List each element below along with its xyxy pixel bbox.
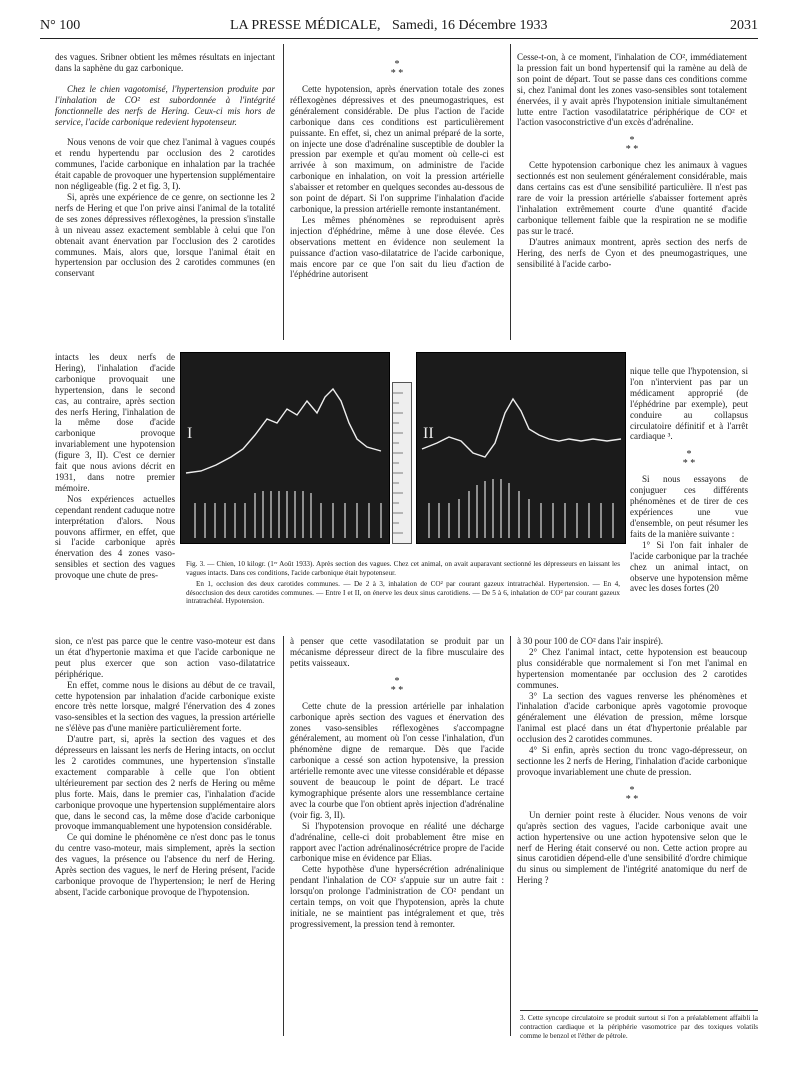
section-separator: * * * bbox=[390, 675, 404, 696]
paragraph: intacts les deux nerfs de Hering), l'inhalation d'acide carbonique provoquait une hypertension, dans le second cas, au contraire, après section des nerfs Hering, l'inhalation de la même dose d'acide carbonique provoque invariablement une hypotension (figure 3, II). C'est ce dernier fait que nous avions décrit en 1931, dans notre premier mémoire. bbox=[55, 352, 175, 493]
paragraph: Cette hypothèse d'une hypersécrétion adrénalinique pendant l'inhalation de CO² s'appuie sur un autre fait : lorsqu'on prolonge l'administration de CO² pendant un certain temps, on voit que l'hypotension, après la chute initiale, ne se maintient pas intégralement et que, très progressivement, la pression tend à remonter. bbox=[290, 864, 504, 929]
ruler-ticks bbox=[393, 383, 411, 543]
paragraph: Cette hypotension carbonique chez les animaux à vagues sectionnés est non seulement généralement considérable, mais dans certains cas est d'une sensibilité particulière. Il n'est pas rare de voir la pression artérielle s'abaisser fortement après l'inhalation extrêmement courte d'une quantité d'acide carbonique tellement faible que la respiration ne se modifie pas sur le tracé. bbox=[517, 160, 747, 236]
caption-main: Fig. 3. — Chien, 10 kilogr. (1ᵉʳ Août 1933). Après section des vagues. Chez cet animal, on avait auparavant sectionné les dépresseurs en laissant les vagues intacts. Dans ces conditions, l'acide carbonique était hypotenseur. bbox=[186, 560, 620, 577]
column-divider bbox=[283, 636, 284, 1036]
figure-3 bbox=[180, 352, 625, 557]
issue-date: Samedi, 16 Décembre 1933 bbox=[392, 18, 548, 33]
header-rule bbox=[40, 38, 758, 39]
paragraph: Les mêmes phénomènes se reproduisent après injection d'éphédrine, même à une dose élevée. Ces observations mettent en évidence non seulement la puissance d'action vaso-dilatatrice de l'acide carbonique, mais encore par ce que l'on sait du lieu d'action de l'éphédrine autorisent bbox=[290, 214, 504, 280]
kymograph-panel-1 bbox=[180, 352, 390, 544]
paragraph: D'autre part, si, après la section des vagues et des dépresseurs en laissant les nerfs de Hering intacts, on occlut les 2 carotides communes, une hypertension s'installe exactement comparable à celle que l'on obtient ultérieurement par section des 2 nerfs de Hering ou même plus forte. Mais, dans le premier cas, l'inhalation d'acide carbonique provoque une hypertension supplémentaire alors que, dans le second cas, la même dose d'acide carbonique provoque immanquablement une hypotension considérable. bbox=[55, 734, 275, 832]
column-divider bbox=[510, 636, 511, 1036]
journal-title: LA PRESSE MÉDICALE, bbox=[230, 18, 381, 33]
section-separator: * * * bbox=[390, 59, 404, 79]
footnote-rule bbox=[520, 1010, 758, 1011]
paragraph: Cette hypotension, après énervation totale des zones réflexogènes dépressives et des pneumogastriques, est généralement considérable. De plus l'action de l'acide carbonique dans ces conditions est particulièrement puissante. En effet, si, chez un animal préparé de la sorte, on injecte une dose d'adrénaline susceptible de doubler la pression par exemple et qu'au moment où celle-ci est arrivée à son maximum, on administre de l'acide carbonique en inhalation, on voit la pression artérielle s'abaisser et retomber en quelques secondes au-dessous de son point de départ. Si l'on supprime l'inhalation d'acide carbonique, la pression artérielle remonte instantanément. bbox=[290, 84, 504, 214]
column-3-bottom bbox=[517, 636, 747, 886]
paragraph: à penser que cette vasodilatation se produit par un mécanisme dépresseur direct de la fibre musculaire des petits vaisseaux. bbox=[290, 636, 504, 668]
pressure-trace-2 bbox=[417, 353, 625, 543]
kymograph-panel-2 bbox=[416, 352, 626, 544]
section-separator: * * * bbox=[625, 135, 639, 156]
page-header bbox=[40, 14, 758, 38]
figure-caption bbox=[186, 560, 620, 606]
issue-number: N° 100 bbox=[40, 18, 81, 33]
paragraph: Si, après une expérience de ce genre, on sectionne les 2 nerfs de Hering et que l'on prive ainsi l'animal de la totalité de ses zones dépressives réflexogènes, la pression s'installe à un niveau assez exactement semblable à celui que l'on obtenait avant énervation par l'occlusion des 2 carotides communes. Mais, alors que, lorsque l'animal était en hypertension par occlusion des 2 carotides communes (en conservant bbox=[55, 191, 275, 279]
section-separator: * * * bbox=[625, 784, 639, 805]
section-heading: Chez le chien vagotomisé, l'hypertension produite par l'inhalation de CO² est subordonnée à l'intégrité fonctionnelle des nerfs de Hering. Ceux-ci mis hors de service, l'acide carbonique redevient hypotenseur. bbox=[55, 83, 275, 127]
column-1-top bbox=[55, 52, 275, 279]
paragraph: Nos expériences actuelles cependant rendent caduque notre interprétation d'alors. Nous pouvons affirmer, en effet, que si l'acide carbonique après énervation des 4 zones vaso-sensibles et section des vagues provoque une chute de pres- bbox=[55, 493, 175, 581]
column-3-narrow bbox=[630, 366, 748, 594]
pressure-trace-1 bbox=[181, 353, 389, 543]
paragraph: Si l'hypotension provoque en réalité une décharge d'adrénaline, celle-ci doit probablement être mise en rapport avec l'action adrénalinosécrétrice propre de l'acide carbonique mise en évidence par Elias. bbox=[290, 820, 504, 864]
paragraph: à 30 pour 100 de CO² dans l'air inspiré). bbox=[517, 636, 664, 646]
column-1-narrow bbox=[55, 352, 175, 581]
scale-ruler bbox=[392, 382, 412, 544]
paragraph: des vagues. Sribner obtient les mêmes résultats en injectant dans la saphène du gaz carbonique. bbox=[55, 52, 275, 73]
column-2-top bbox=[290, 52, 504, 280]
panel-label: II bbox=[423, 425, 434, 442]
column-divider bbox=[283, 44, 284, 340]
section-separator: * * * bbox=[682, 449, 696, 470]
paragraph: En effet, comme nous le disions au début de ce travail, cette hypotension par inhalation d'acide carbonique existe encore très nette lorsque, malgré l'énervation des 4 zones vaso-sensibles et la section des vagues, la pression artérielle ne s'élève pas d'une manière particulièrement forte. bbox=[55, 679, 275, 734]
column-1-bottom bbox=[55, 636, 275, 898]
paragraph: 2° Chez l'animal intact, cette hypotension est beaucoup plus considérable que normalement si l'on met l'animal en hypertension momentanée par occlusion des 2 carotides communes. bbox=[517, 646, 747, 690]
paragraph: 1° Si l'on fait inhaler de l'acide carbonique par la trachée chez un animal intact, on observe une hypotension même avec les doses fortes (20 bbox=[630, 539, 748, 594]
paragraph: 4° Si enfin, après section du tronc vago-dépresseur, on sectionne les 2 nerfs de Hering, l'inhalation d'acide carbonique provoque invariablement une chute de pression. bbox=[517, 745, 747, 777]
paragraph: Cette chute de la pression artérielle par inhalation carbonique après section des vagues et énervation des zones vaso-sensibles réflexogènes s'accompagne généralement, au moment où l'on cesse l'inhalation, d'un phénomène digne de remarque. Dès que l'acide carbonique a cessé son action hypotensive, la pression artérielle remonte avec une vitesse considérable et dépasse souvent de beaucoup le point de départ. Le tracé kymographique présente alors une ressemblance certaine avec la courbe que l'on obtient après injection d'adrénaline (voir fig. 3, II). bbox=[290, 700, 504, 820]
paragraph: nique telle que l'hypotension, si l'on n'intervient pas par un médicament approprié (de l'éphédrine par exemple), peut conduire au collapsus circulatoire définitif et à l'arrêt cardiaque ³. bbox=[630, 366, 748, 442]
paragraph: Nous venons de voir que chez l'animal à vagues coupés et rendu hypertendu par occlusion des 2 carotides communes, l'acide carbonique en inhalation par la trachée était capable de provoquer une hypertension supplémentaire non négligeable (fig. 2 et fig. 3, I). bbox=[55, 137, 275, 192]
footnote bbox=[520, 1010, 758, 1040]
paragraph: Si nous essayons de conjuguer ces différents phénomènes et de tirer de ces expériences une vue d'ensemble, on peut résumer les faits de la manière suivante : bbox=[630, 474, 748, 539]
page-number: 2031 bbox=[730, 18, 758, 33]
footnote-text: 3. Cette syncope circulatoire se produit surtout si l'on a préalablement affaibli la contraction cardiaque et la périphérie vasomotrice par des toxiques volatils comme le benzol et l'éther de pétrole. bbox=[520, 1014, 758, 1040]
column-3-top bbox=[517, 52, 747, 269]
paragraph: sion, ce n'est pas parce que le centre vaso-moteur est dans un état d'hypertonie maxima et que l'acide carbonique ne peut plus exercer que son action vaso-dilatatrice périphérique. bbox=[55, 636, 275, 679]
column-2-bottom bbox=[290, 636, 504, 930]
panel-label: I bbox=[187, 425, 193, 442]
paragraph: Un dernier point reste à élucider. Nous venons de voir qu'après section des vagues, l'acide carbonique avait une action hypertensive ou une action hypotensive selon que le nerf de Hering était conservé ou non. Cette action propre au sinus carotidien dépend-elle d'une sensibilité d'ordre chimique du sinus ou simplement de l'intégrité anatomique du nerf de Hering ? bbox=[517, 809, 747, 886]
caption-detail: En 1, occlusion des deux carotides communes. — De 2 à 3, inhalation de CO² par courant gazeux intratrachéal. Hypertension. — En 4, désocclusion des deux carotides communes. — Entre I et II, on énerve les deux sinus carotidiens. — De 5 à 6, inhalation de CO² par courant gazeux intratrachéal. Hypotension. bbox=[186, 580, 620, 606]
column-divider bbox=[510, 44, 511, 340]
paragraph: D'autres animaux montrent, après section des nerfs de Hering, des nerfs de Cyon et des pneumogastriques, une sensibilité à l'acide carbo- bbox=[517, 236, 747, 269]
paragraph: 3° La section des vagues renverse les phénomènes et l'inhalation d'acide carbonique après vagotomie provoque généralement une élévation de pression, même lorsque l'animal est placé dans un état d'hypertonie préalable par occlusion des 2 carotides communes. bbox=[517, 690, 747, 745]
paragraph: Cesse-t-on, à ce moment, l'inhalation de CO², immédiatement la pression fait un bond hypertensif qui la ramène au delà de son point de départ. Tout se passe dans ces conditions comme si, chez l'animal dont les zones vaso-sensibles sont totalement énervées, il y avait après l'hypotension initiale simultanément lutte entre l'action vasodilatatrice périphérique de CO² et l'action vasoconstrictive d'un excès d'adrénaline. bbox=[517, 52, 747, 128]
paragraph: Ce qui domine le phénomène ce n'est donc pas le tonus du centre vaso-moteur, mais simplement, après la section des vagues, la présence ou l'absence du nerf de Hering. Après section des vagues, le nerf de Hering présent, l'acide carbonique provoque de l'hypertension; le nerf de Hering absent, l'acide carbonique provoque de l'hypotension. bbox=[55, 832, 275, 897]
